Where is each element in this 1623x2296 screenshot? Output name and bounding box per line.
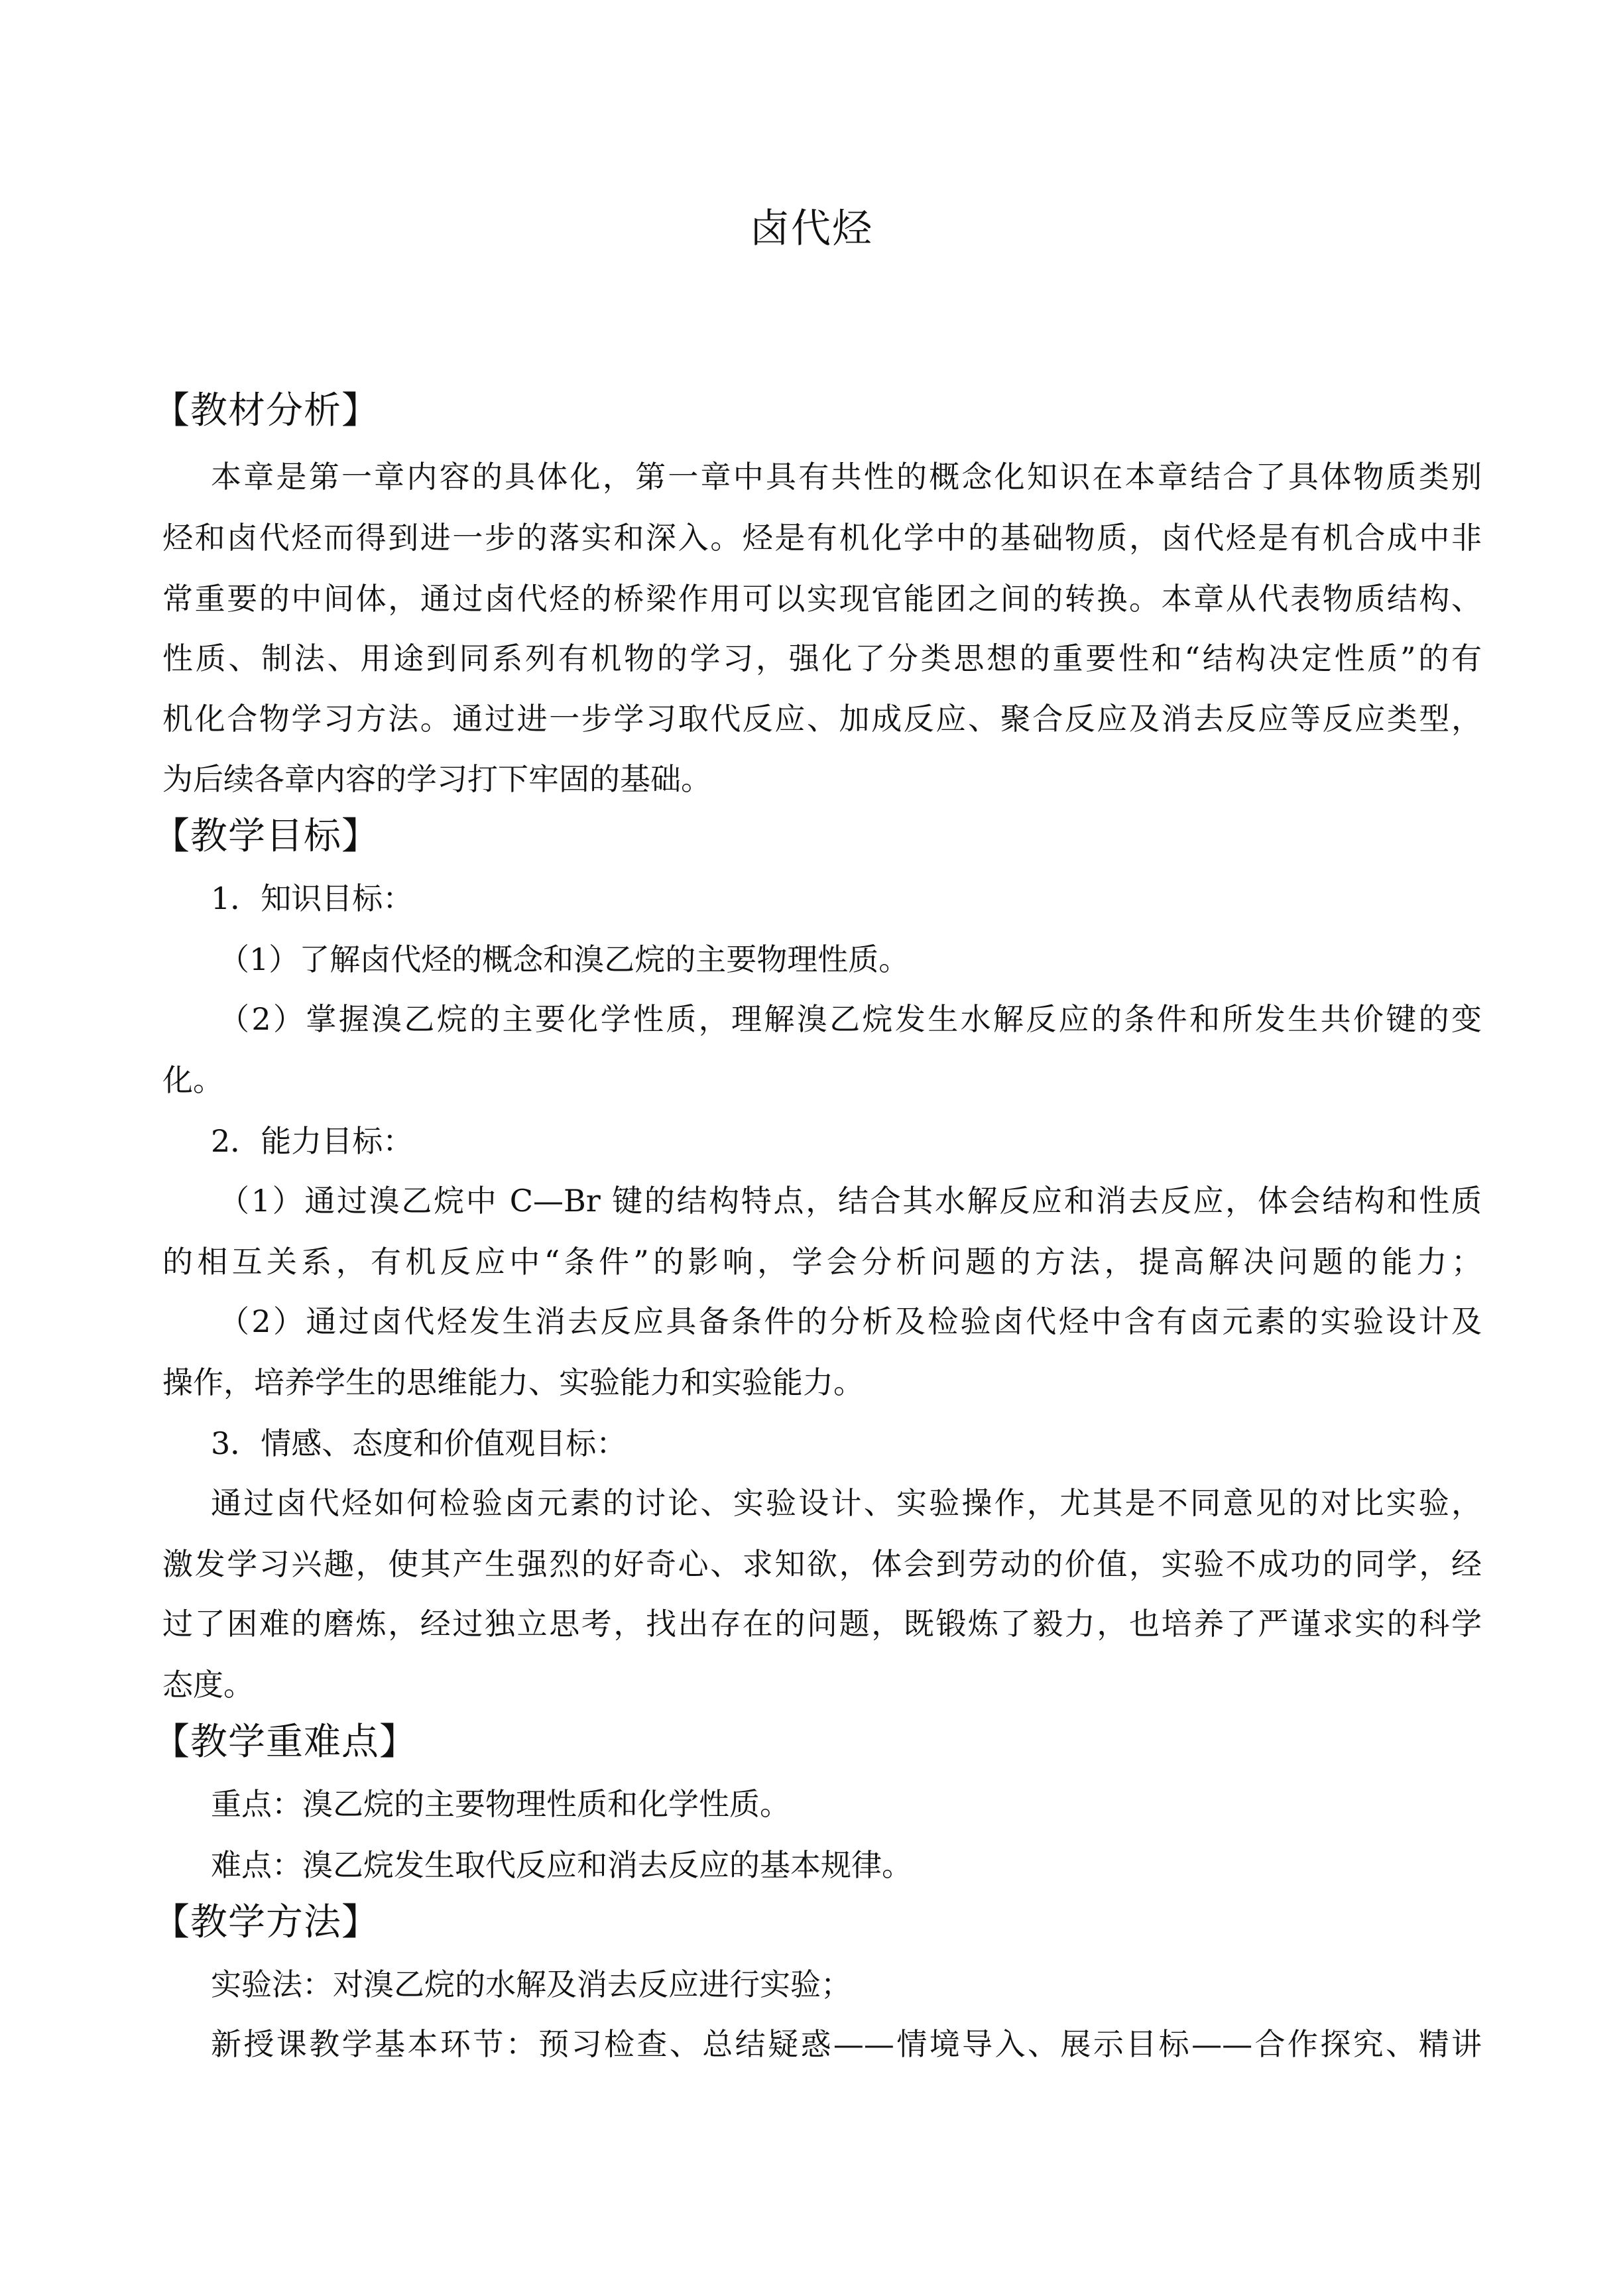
page-title: 卤代烃 <box>750 206 873 252</box>
emotion-goal-title: 3．情感、态度和价值观目标： <box>211 1425 627 1461</box>
analysis-line: 性质、制法、用途到同系列有机物的学习，强化了分类思想的重要性和“结构决定性质”的有 <box>162 640 1482 676</box>
ability-goal-item: 的相互关系，有机反应中“条件”的影响，学会分析问题的方法，提高解决问题的能力； <box>162 1244 1482 1280</box>
ability-goal-title: 2．能力目标： <box>211 1123 414 1159</box>
analysis-line: 本章是第一章内容的具体化，第一章中具有共性的概念化知识在本章结合了具体物质类别 <box>211 459 1482 495</box>
section-heading-key-points: 【教学重难点】 <box>152 1721 417 1764</box>
knowledge-goal-item: （2）掌握溴乙烷的主要化学性质，理解溴乙烷发生水解反应的条件和所发生共价键的变 <box>219 1001 1482 1037</box>
emotion-goal-line: 过了困难的磨炼，经过独立思考，找出存在的问题，既锻炼了毅力，也培养了严谨求实的科学 <box>162 1606 1482 1642</box>
ability-goal-item: （2）通过卤代烃发生消去反应具备条件的分析及检验卤代烃中含有卤元素的实验设计及 <box>219 1303 1482 1339</box>
ability-goal-item: （1）通过溴乙烷中 C—Br 键的结构特点，结合其水解反应和消去反应，体会结构和性质 <box>219 1183 1482 1219</box>
ability-goal-item: 操作，培养学生的思维能力、实验能力和实验能力。 <box>162 1364 864 1400</box>
key-point: 重点：溴乙烷的主要物理性质和化学性质。 <box>211 1786 790 1822</box>
knowledge-goal-item: 化。 <box>162 1062 223 1098</box>
section-heading-analysis: 【教材分析】 <box>152 389 379 432</box>
method-procedure: 新授课教学基本环节：预习检查、总结疑惑——情境导入、展示目标——合作探究、精讲 <box>211 2026 1482 2062</box>
emotion-goal-line: 通过卤代烃如何检验卤元素的讨论、实验设计、实验操作，尤其是不同意见的对比实验， <box>211 1485 1482 1521</box>
analysis-line: 为后续各章内容的学习打下牢固的基础。 <box>162 761 711 797</box>
analysis-line: 机化合物学习方法。通过进一步学习取代反应、加成反应、聚合反应及消去反应等反应类型， <box>162 701 1482 737</box>
knowledge-goal-title: 1．知识目标： <box>211 880 414 916</box>
method-experiment: 实验法：对溴乙烷的水解及消去反应进行实验； <box>211 1966 851 2002</box>
analysis-line: 烃和卤代烃而得到进一步的落实和深入。烃是有机化学中的基础物质，卤代烃是有机合成中非 <box>162 520 1482 556</box>
section-heading-methods: 【教学方法】 <box>152 1901 379 1944</box>
emotion-goal-line: 态度。 <box>162 1667 254 1703</box>
difficult-point: 难点：溴乙烷发生取代反应和消去反应的基本规律。 <box>211 1847 912 1883</box>
analysis-line: 常重要的中间体，通过卤代烃的桥梁作用可以实现官能团之间的转换。本章从代表物质结构、 <box>162 581 1482 617</box>
emotion-goal-line: 激发学习兴趣，使其产生强烈的好奇心、求知欲，体会到劳动的价值，实验不成功的同学，经 <box>162 1546 1482 1582</box>
section-heading-goals: 【教学目标】 <box>152 815 379 858</box>
knowledge-goal-item: （1）了解卤代烃的概念和溴乙烷的主要物理性质。 <box>219 941 910 977</box>
